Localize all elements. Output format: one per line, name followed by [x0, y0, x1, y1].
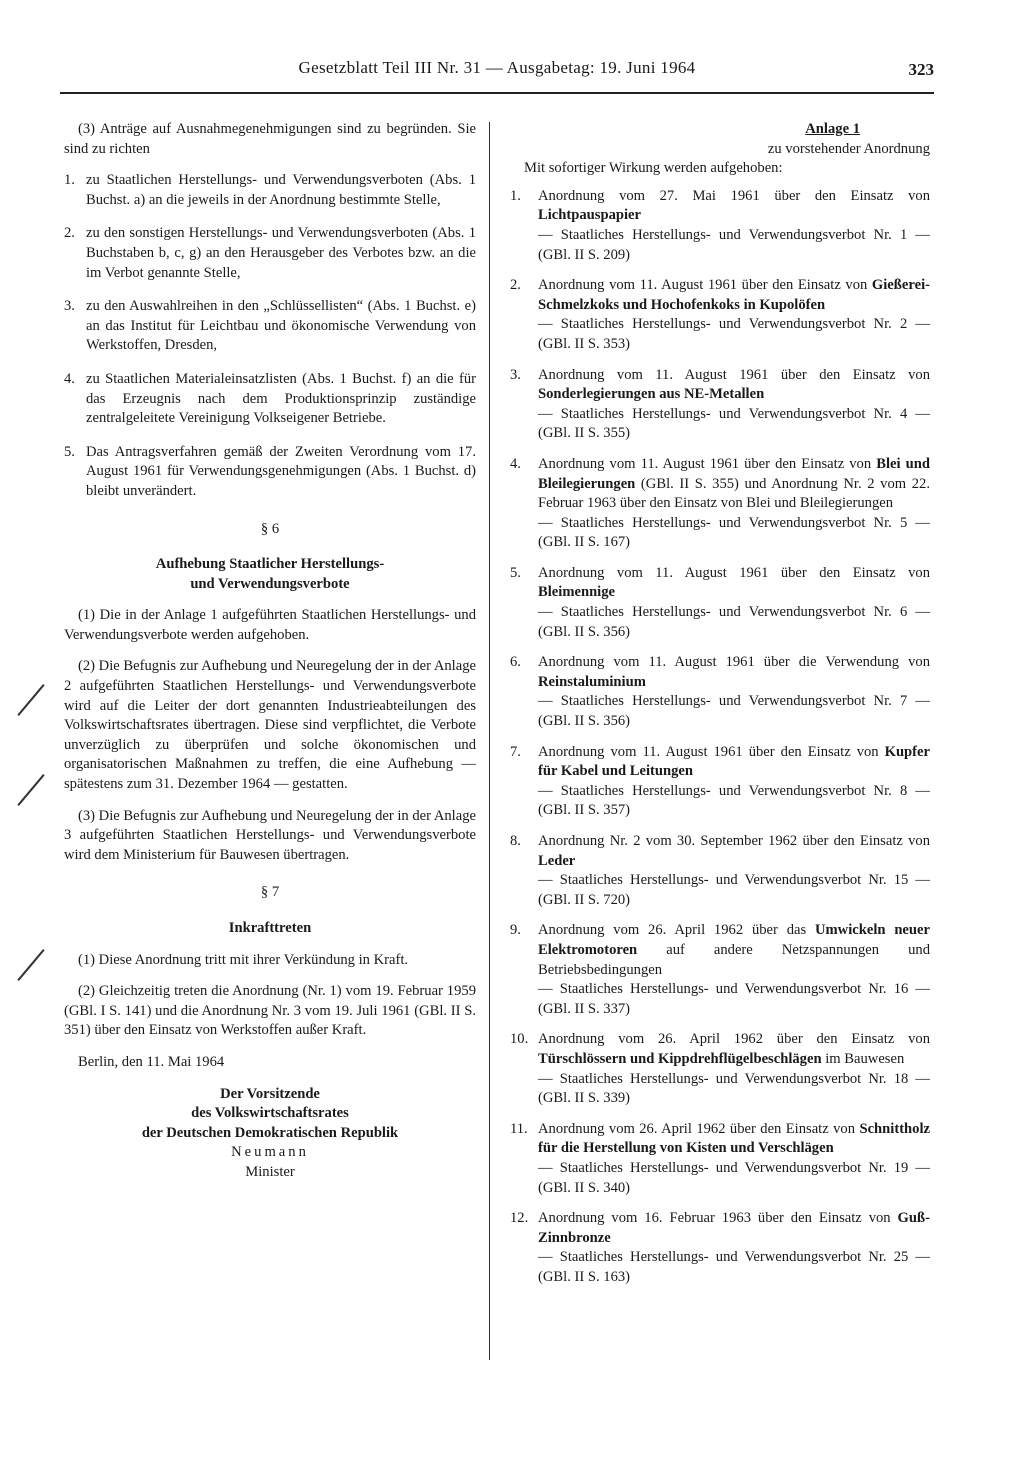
annex-item-body — [538, 1030, 930, 1108]
signature-line: des Volkswirtschaftsrates — [191, 1105, 349, 1122]
annex-item-reference: — Staatliches Herstellungs- und Verwendungsverbot Nr. 5 — (GBl. II S. 167) — [538, 514, 930, 551]
list-number: 4. — [64, 370, 75, 387]
annex-item-subject: Blei und Bleilegierungen — [538, 455, 930, 492]
annex-item — [510, 564, 930, 642]
annex-item-number: 6. — [510, 654, 521, 671]
annex-item — [510, 276, 930, 354]
annex-item-text: Anordnung vom 11. August 1961 über den Einsatz von — [538, 743, 885, 760]
annex-item-reference: — Staatliches Herstellungs- und Verwendungsverbot Nr. 7 — (GBl. II S. 356) — [538, 693, 930, 730]
annex-item-text: Anordnung vom 11. August 1961 über den Einsatz von — [538, 277, 872, 294]
paragraph: (1) Die in der Anlage 1 aufgeführten Staatlichen Herstellungs- und Verwendungsverbote werden aufgehoben. — [64, 607, 476, 643]
annex-item-body — [538, 1120, 930, 1198]
section-number-6: § 6 — [260, 520, 280, 537]
annex-item — [510, 921, 930, 1019]
list-item — [64, 297, 476, 356]
annex-item-subject: Gießerei-Schmelzkoks und Hochofenkoks in Kupolöfen — [538, 277, 930, 313]
list-item — [64, 370, 476, 429]
annex-item — [510, 743, 930, 821]
annex-item-subject: Sonderlegierungen aus NE-Metallen — [538, 386, 765, 403]
signatory-role: Minister — [245, 1163, 295, 1180]
annex-item-text: Anordnung vom 11. August 1961 über die Verwendung von — [538, 654, 930, 671]
annex-item-subject: Reinstaluminium — [538, 673, 646, 690]
column-divider — [489, 122, 490, 1360]
annex-item-reference: — Staatliches Herstellungs- und Verwendungsverbot Nr. 4 — (GBl. II S. 355) — [538, 405, 930, 442]
section-title-line: und Verwendungsverbote — [190, 575, 350, 592]
annex-item-text: Anordnung Nr. 2 vom 30. September 1962 über den Einsatz von — [538, 833, 930, 849]
margin-mark — [17, 684, 44, 716]
annex-item-subject: Guß-Zinnbronze — [538, 1210, 930, 1246]
list-number: 3. — [64, 298, 75, 315]
annex-item-subject: Bleimennige — [538, 584, 616, 601]
annex-item-number: 8. — [510, 833, 521, 849]
margin-mark — [17, 774, 44, 806]
list-item — [64, 443, 476, 502]
annex-item-body — [538, 276, 930, 354]
annex-item-number: 10. — [510, 1031, 529, 1048]
annex-item-reference: — Staatliches Herstellungs- und Verwendungsverbot Nr. 18 — (GBl. II S. 339) — [538, 1070, 930, 1107]
page-header — [60, 58, 934, 94]
paragraph: (2) Gleichzeitig treten die Anordnung (Nr. 1) vom 19. Februar 1959 (GBl. I S. 141) und die Anordnung Nr. 3 vom 19. Juli 1961 (GBl. II S. 351) über den Einsatz von Werkstoffen außer Kraft. — [64, 983, 476, 1039]
annex-item — [510, 1120, 930, 1198]
annex-item-subject: Leder — [538, 852, 576, 869]
annex-item-reference: — Staatliches Herstellungs- und Verwendungsverbot Nr. 19 — (GBl. II S. 340) — [538, 1159, 930, 1196]
list-item — [64, 171, 476, 210]
annex-item-number: 3. — [510, 366, 521, 383]
left-column — [64, 120, 476, 1183]
annex-item-number: 7. — [510, 743, 521, 760]
list-text: zu den sonstigen Herstellungs- und Verwendungsverboten (Abs. 1 Buchstaben b, c, g) an den Herausgeber des Verbotes bzw. an die im Verbot genannte Stelle, — [86, 225, 476, 281]
annex-subtitle: zu vorstehender Anordnung — [767, 140, 930, 157]
paragraph: (3) Die Befugnis zur Aufhebung und Neuregelung der in der Anlage 3 aufgeführten Staatlichen Herstellungs- und Verwendungsverbote wird dem Ministerium für Bauwesen übertragen. — [64, 807, 476, 863]
annex-item-text: Anordnung vom 27. Mai 1961 über den Einsatz von — [538, 187, 930, 204]
annex-item-reference: — Staatliches Herstellungs- und Verwendungsverbot Nr. 1 — (GBl. II S. 209) — [538, 226, 930, 263]
list-number: 1. — [64, 172, 75, 189]
annex-item — [510, 653, 930, 731]
section-title-line: Aufhebung Staatlicher Herstellungs- — [155, 556, 385, 573]
page-number: 323 — [908, 60, 934, 79]
annex-item-body — [538, 366, 930, 444]
annex-item-body — [538, 653, 930, 731]
list-number: 5. — [64, 443, 75, 460]
annex-intro: Mit sofortiger Wirkung werden aufgehoben: — [524, 160, 783, 177]
annex-item — [510, 1209, 930, 1287]
place-date: Berlin, den 11. Mai 1964 — [78, 1053, 225, 1070]
annex-item-number: 5. — [510, 564, 521, 581]
annex-item-body — [538, 921, 930, 1019]
annex-item — [510, 366, 930, 444]
annex-item-text: Anordnung vom 26. April 1962 über den Einsatz von — [538, 1120, 860, 1137]
annex-item-number: 9. — [510, 922, 521, 939]
annex-item-text: Anordnung vom 26. April 1962 über das — [538, 922, 815, 939]
annex-item-subject: Schnittholz für die Herstellung von Kisten und Verschlägen — [538, 1120, 930, 1157]
annex-item-reference: — Staatliches Herstellungs- und Verwendungsverbot Nr. 2 — (GBl. II S. 353) — [538, 316, 930, 352]
list-item — [64, 224, 476, 283]
annex-item-subject: Lichtpauspapier — [538, 207, 641, 224]
annex-item-text: Anordnung vom 16. Februar 1963 über den Einsatz von — [538, 1210, 898, 1227]
annex-item-body — [538, 187, 930, 265]
annex-item-text: (GBl. II S. 355) und Anordnung Nr. 2 vom 22. Februar 1963 über den Einsatz von Blei und Bleilegierungen — [538, 475, 930, 512]
paragraph: (1) Diese Anordnung tritt mit ihrer Verkündung in Kraft. — [78, 951, 409, 968]
annex-item-number: 12. — [510, 1210, 529, 1227]
annex-item-subject: Kupfer für Kabel und Leitungen — [538, 743, 930, 780]
list-number: 2. — [64, 225, 75, 242]
margin-mark — [17, 949, 44, 981]
annex-item — [510, 832, 930, 910]
annex-item-text: Anordnung vom 11. August 1961 über den Einsatz von — [538, 564, 930, 581]
section-title-6 — [64, 555, 476, 594]
annex-item — [510, 187, 930, 265]
annex-item-body — [538, 743, 930, 821]
list-text: zu Staatlichen Herstellungs- und Verwendungsverboten (Abs. 1 Buchst. a) an die jeweils in der Anordnung bestimmte Stelle, — [86, 172, 476, 208]
annex-item-reference: — Staatliches Herstellungs- und Verwendungsverbot Nr. 8 — (GBl. II S. 357) — [538, 782, 930, 819]
signature-line: der Deutschen Demokratischen Republik — [141, 1124, 399, 1141]
annex-item-text: Anordnung vom 26. April 1962 über den Einsatz von — [538, 1031, 930, 1048]
annex-item-text: Anordnung vom 11. August 1961 über den Einsatz von — [538, 366, 930, 383]
annex-item-text: Anordnung vom 11. August 1961 über den Einsatz von — [538, 455, 877, 472]
annex-item-reference: — Staatliches Herstellungs- und Verwendungsverbot Nr. 25 — (GBl. II S. 163) — [538, 1249, 930, 1285]
right-column — [510, 120, 930, 1298]
list-text: zu Staatlichen Materialeinsatzlisten (Abs. 1 Buchst. f) an die für das Erzeugnis nach dem Produktionsprinzip zuständige zentralgeleitete Vereinigung Volkseigener Betriebe. — [86, 370, 476, 427]
annex-item-text: auf andere Netzspannungen und Betriebsbedingungen — [538, 941, 930, 978]
annex-item-body — [538, 455, 930, 553]
signatory-name: Neumann — [231, 1144, 309, 1161]
annex-item-text: im Bauwesen — [821, 1050, 905, 1067]
annex-item-number: 2. — [510, 277, 521, 294]
annex-item-reference: — Staatliches Herstellungs- und Verwendungsverbot Nr. 16 — (GBl. II S. 337) — [538, 981, 930, 1017]
annex-item-reference: — Staatliches Herstellungs- und Verwendungsverbot Nr. 6 — (GBl. II S. 356) — [538, 604, 930, 640]
annex-item — [510, 1030, 930, 1108]
section-number-7: § 7 — [260, 884, 280, 901]
annex-item-body — [538, 1209, 930, 1287]
annex-item-subject: Türschlössern und Kippdrehflügelbeschlägen — [538, 1050, 822, 1067]
annex-list — [510, 187, 930, 1288]
annex-item-number: 4. — [510, 455, 521, 472]
annex-item-body — [538, 832, 930, 910]
section-title-7: Inkrafttreten — [228, 920, 312, 936]
annex-item-number: 1. — [510, 187, 521, 204]
list-text: Das Antragsverfahren gemäß der Zweiten Verordnung vom 17. August 1961 für Verwendungsgenehmigungen (Abs. 1 Buchst. d) bleibt unverändert. — [86, 443, 476, 499]
annex-item-subject: Umwickeln neuer Elektromotoren — [538, 922, 930, 958]
annex-item-number: 11. — [510, 1120, 528, 1137]
list-text: zu den Auswahlreihen in den „Schlüssellisten“ (Abs. 1 Buchst. e) an das Institut für Leichtbau und ökonomische Verwendung von Werkstoffen, Dresden, — [86, 298, 476, 354]
annex-item — [510, 455, 930, 553]
paragraph: (2) Die Befugnis zur Aufhebung und Neuregelung der in der Anlage 2 aufgeführten Staatlichen Herstellungs- und Verwendungsverbote wird auf die Leiter der dort genannten Industrieabteilungen des Volkswirtschaftsrates übertragen. Diese sind verpflichtet, die Verbote unverzüglich zu überprüfen und solche ökonomischen und organisatorischen Maßnahmen zu treffen, die eine Aufhebung — spätestens zum 31. Dezember 1964 — gestatten. — [64, 658, 476, 793]
annex-item-body — [538, 564, 930, 642]
annex-item-reference: — Staatliches Herstellungs- und Verwendungsverbot Nr. 15 — (GBl. II S. 720) — [538, 872, 930, 908]
annex-title: Anlage 1 — [805, 121, 860, 137]
signature-line: Der Vorsitzende — [220, 1085, 320, 1102]
header-title: Gesetzblatt Teil III Nr. 31 — Ausgabetag: 19. Juni 1964 — [298, 58, 696, 77]
paragraph: (3) Anträge auf Ausnahmegenehmigungen sind zu begründen. Sie sind zu richten — [64, 121, 476, 157]
